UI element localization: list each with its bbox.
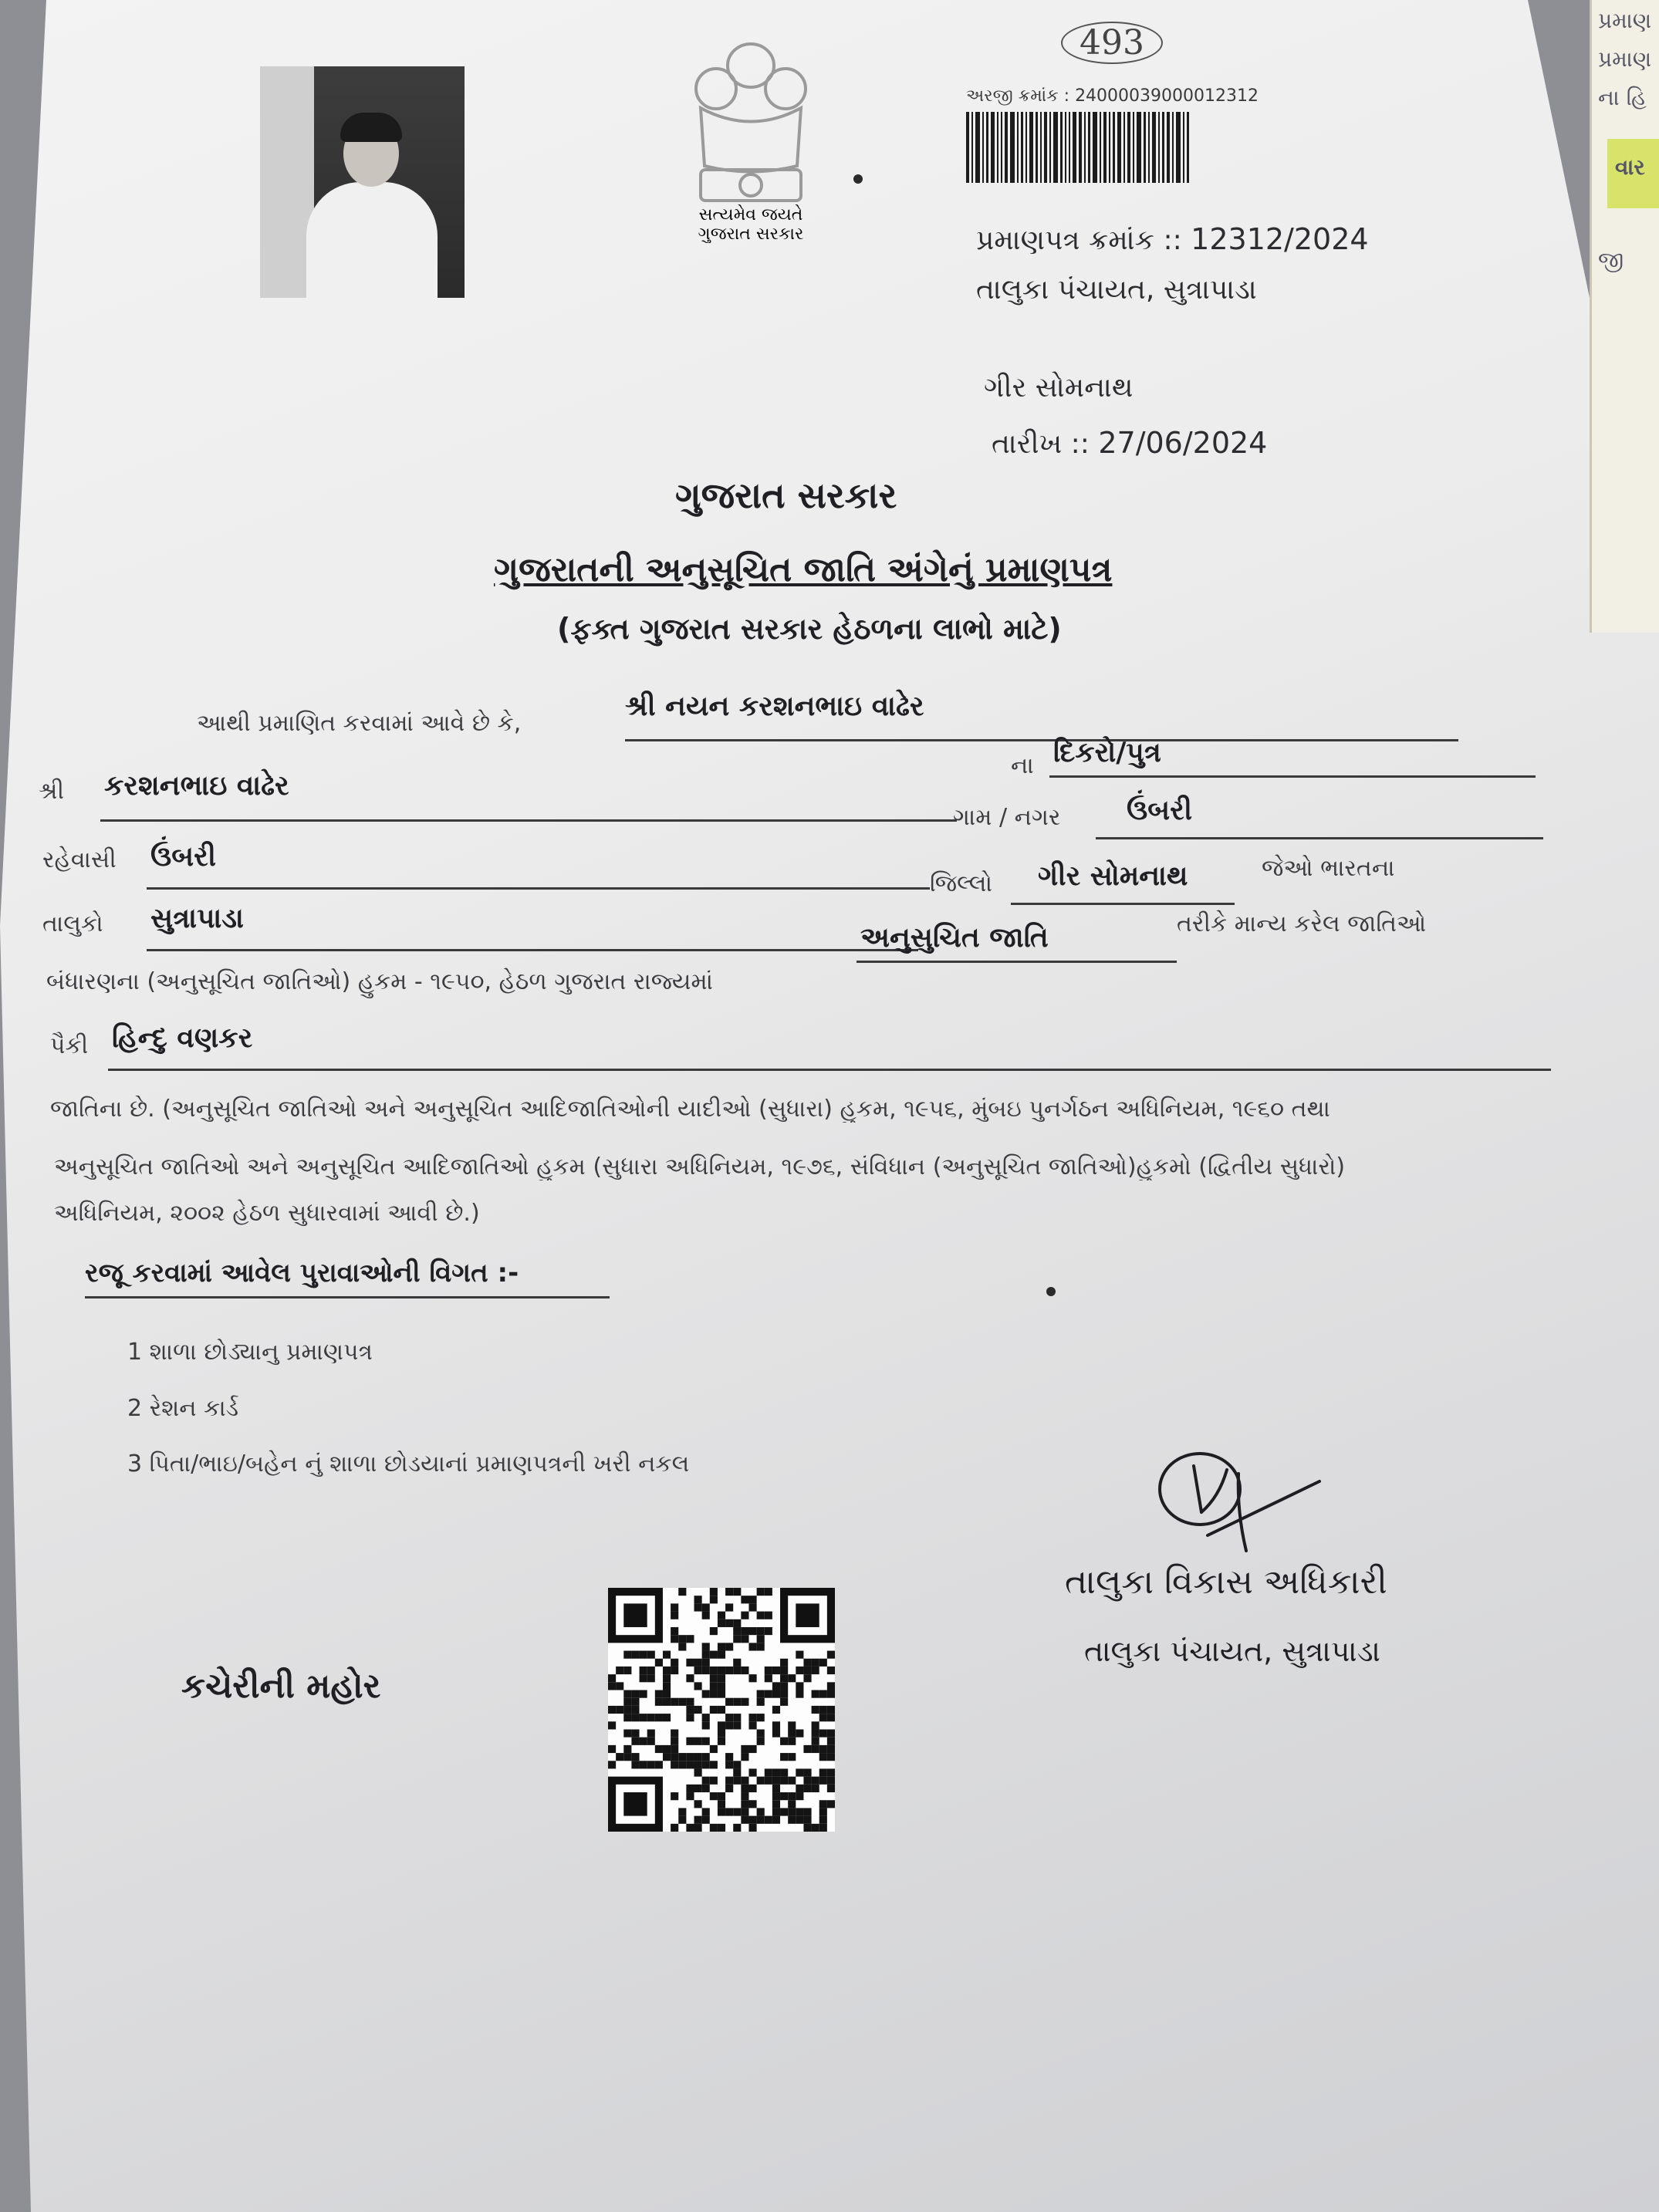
village: ઉંબરી <box>1127 795 1193 826</box>
officer-office: તાલુકા પંચાયત, સુત્રાપાડા <box>1084 1634 1380 1668</box>
category: અનુસુચિત જાતિ <box>860 922 1049 954</box>
father-name: કરશનભાઇ વાઢેર <box>104 770 289 802</box>
header-office: તાલુકા પંચાયત, સુત્રાપાડા <box>976 274 1257 306</box>
emblem-caption: સત્યમેવ જયતે <box>698 205 803 225</box>
signature-icon <box>1154 1450 1331 1559</box>
evidence-item: 1 શાળા છોડ્યાનુ પ્રમાણપત્ર <box>127 1339 373 1366</box>
applicant-photo <box>260 66 465 298</box>
evidence-heading: રજૂ કરવામાં આવેલ પુરાવાઓની વિગત :- <box>85 1258 519 1288</box>
certificate-number-line <box>976 222 1369 257</box>
header-district: ગીર સોમનાથ <box>984 372 1134 404</box>
paragraph-line-2: અનુસૂચિત જાતિઓ અને અનુસૂચિત આદિજાતિઓ હુકમ (સુધારા અધિનિયમ, ૧૯૭૬, સંવિધાન (અનુસૂચિત જાતિઓ)હુકમો (દ્વિતીય સુધારો) <box>54 1153 1346 1180</box>
officer-title: તાલુકા વિકાસ અધિકારી <box>1065 1562 1387 1602</box>
application-number-label: અરજી ક્રમાંક : <box>966 86 1070 106</box>
india-text: જેઓ ભારતના <box>1262 855 1395 882</box>
date-label: તારીખ :: <box>992 428 1090 460</box>
paragraph-line-1: જાતિના છે. (અનુસૂચિત જાતિઓ અને અનુસૂચિત આદિજાતિઓની યાદીઓ (સુધારા) હુકમ, ૧૯૫૬, મુંબઇ પુનર્ગઠન અધિનિયમ, ૧૯૬૦ તથા <box>50 1096 1330 1123</box>
village-label: ગામ / નગર <box>953 804 1061 831</box>
among-label: પૈકી <box>50 1032 89 1059</box>
evidence-item: 2 રેશન કાર્ડ <box>127 1395 239 1422</box>
underline <box>1096 837 1543 839</box>
government-title: ગુજરાત સરકાર <box>675 474 897 516</box>
application-number-line <box>966 86 1259 106</box>
underline <box>85 1296 610 1298</box>
na-label: ના <box>1011 752 1034 779</box>
qr-code <box>608 1588 835 1832</box>
state-emblem-icon <box>670 35 832 243</box>
recognized-text: તરીકે માન્ય કરેલ જાતિઓ <box>1177 910 1427 937</box>
relation: દિકરો/પુત્ર <box>1053 737 1161 768</box>
underline <box>147 949 918 951</box>
underline <box>147 887 930 890</box>
emblem-caption: ગુજરાત સરકાર <box>698 225 804 243</box>
underline <box>1049 775 1536 778</box>
applicant-name: શ્રી નયન કરશનભાઇ વાઢેર <box>625 691 924 722</box>
edge-text: વાર <box>1615 154 1645 180</box>
certificate-number-label: પ્રમાણપત્ર ક્રમાંક :: <box>976 225 1182 256</box>
shri-label: શ્રી <box>39 778 65 805</box>
certificate-title: ગુજરાતની અનુસૂચિત જાતિ અંગેનું પ્રમાણપત્ર <box>494 550 1113 589</box>
evidence-item: 3 પિતા/ભાઇ/બહેન નું શાળા છોડયાનાં પ્રમાણપત્રની ખરી નકલ <box>127 1450 690 1477</box>
paragraph-line-3: અધિનિયમ, ૨૦૦૨ હેઠળ સુધારવામાં આવી છે.) <box>54 1200 480 1227</box>
edge-text: જી <box>1598 247 1624 272</box>
application-number: 24000039000012312 <box>1075 86 1259 106</box>
edge-text: પ્રમાણ <box>1598 46 1652 72</box>
taluka-label: તાલુકો <box>42 910 103 937</box>
resident-label: રહેવાસી <box>42 846 117 873</box>
taluka: સુત્રાપાડા <box>150 903 244 934</box>
constitution-text: બંધારણના (અનુસૂચિત જાતિઓ) હુકમ - ૧૯૫૦, હેઠળ ગુજરાત રાજ્યમાં <box>46 968 713 995</box>
caste: હિન્દુ વણકર <box>112 1022 253 1054</box>
underline <box>625 739 1458 741</box>
certify-text: આથી પ્રમાણિત કરવામાં આવે છે કે, <box>197 710 522 737</box>
certificate-number: 12312/2024 <box>1191 222 1369 256</box>
handwritten-number: 493 <box>1061 22 1163 64</box>
ink-dot <box>853 174 863 184</box>
date-value: 27/06/2024 <box>1098 426 1268 460</box>
underline <box>108 1069 1551 1071</box>
underline <box>1011 903 1235 905</box>
office-seal-label: કચેરીની મહોર <box>181 1667 381 1706</box>
background-paper <box>1590 0 1659 633</box>
district: ગીર સોમનાથ <box>1038 860 1188 892</box>
underline <box>100 819 957 822</box>
edge-text: પ્રમાણ <box>1598 8 1652 33</box>
date-line <box>992 426 1267 461</box>
resident: ઉંબરી <box>150 841 217 873</box>
ink-dot <box>1046 1287 1056 1296</box>
certificate-subtitle: (ફક્ત ગુજરાત સરકાર હેઠળના લાભો માટે) <box>557 612 1062 646</box>
district-label: જિલ્લો <box>930 870 992 897</box>
barcode <box>966 112 1294 183</box>
edge-text: ના હિ <box>1598 85 1647 110</box>
underline <box>857 961 1177 963</box>
